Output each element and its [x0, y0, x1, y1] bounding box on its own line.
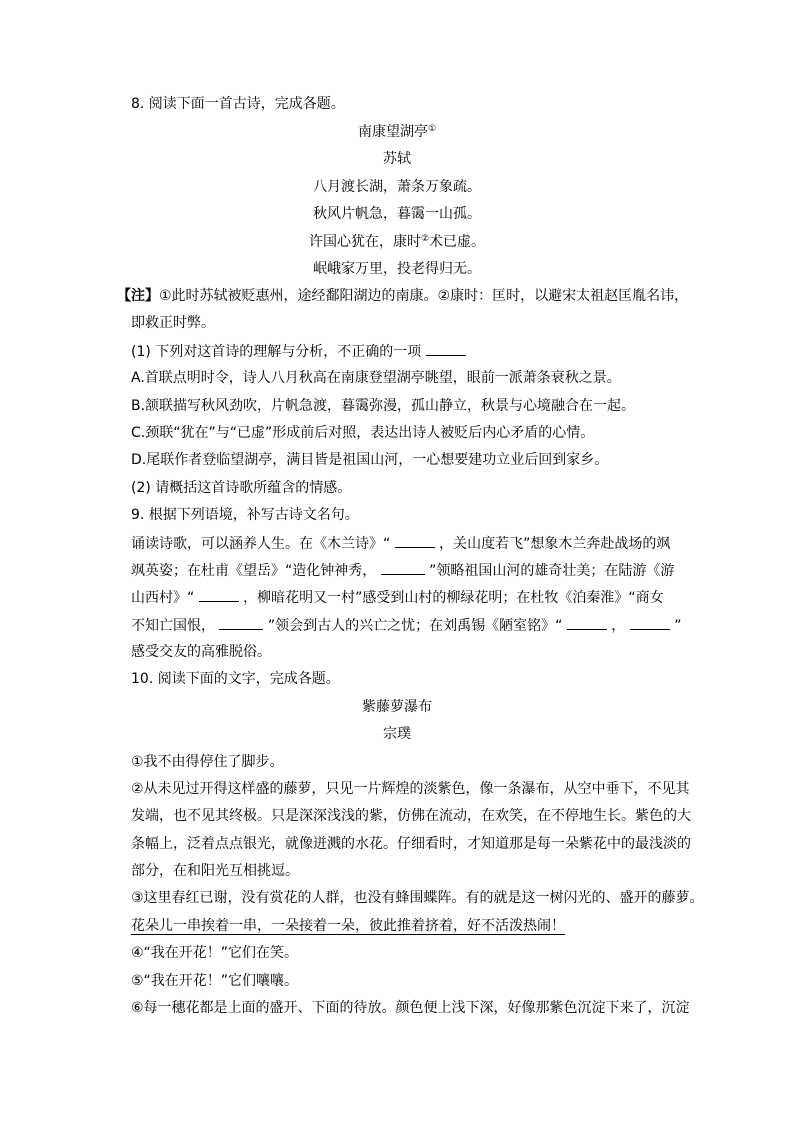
q9-blank-2[interactable]	[381, 560, 425, 575]
poem-title-text: 南康望湖亭	[357, 124, 428, 140]
q8-stem: 8. 阅读下面一首古诗，完成各题。	[131, 96, 345, 112]
q9-line-3	[131, 587, 664, 607]
paragraph-2-line-3: 条幅上，泛着点点银光，就像迸溅的水花。仔细看时，才知道那是每一朵紫花中的最浅淡的	[131, 836, 691, 852]
q9-blank-6[interactable]	[630, 615, 670, 630]
paragraph-1: ①我不由得停住了脚步。	[131, 754, 284, 770]
q9-l2-a: 飒英姿；在杜甫《望岳》“造化钟神秀，	[131, 563, 381, 579]
q8-sub1	[131, 341, 466, 361]
poem-note-cont: 即救正时弊。	[131, 315, 215, 331]
q8-option-a: A.首联点明时令，诗人八月秋高在南康登望湖亭眺望，眼前一派萧条衰秋之景。	[131, 370, 621, 386]
poem-title	[0, 122, 794, 142]
poem-line-3-a: 许国心犹在，康时	[308, 234, 421, 250]
q9-line-4	[131, 615, 681, 635]
paragraph-3-line-1: ③这里春红已谢，没有赏花的人群，也没有蜂围蝶阵。有的就是这一树闪光的、盛开的藤萝。	[131, 890, 704, 906]
poem-line-3-footnote-marker: ②	[420, 234, 430, 244]
paragraph-2-line-2: 发端，也不见其终极。只是深深浅浅的紫，仿佛在流动，在欢笑，在不停地生长。紫色的大	[131, 808, 691, 824]
q9-blank-3[interactable]	[199, 587, 239, 602]
poem-title-footnote-marker: ①	[427, 124, 437, 134]
q9-stem: 9. 根据下列语境，补写古诗文名句。	[131, 507, 359, 523]
q9-l4-b: ”领会到古人的兴亡之忧；在刘禹锡《陋室铭》“	[263, 618, 567, 634]
poem-line-1: 八月渡长湖，萧条万象疏。	[313, 179, 481, 195]
q9-l4-d: ”	[669, 618, 682, 634]
q9-l1-a: 诵读诗歌，可以涵养人生。在《木兰诗》“	[131, 536, 395, 552]
poem-line-4: 岷峨家万里，投老得归无。	[313, 261, 481, 277]
paragraph-3-line-2	[131, 916, 565, 936]
q9-line-1	[131, 533, 670, 553]
q8-option-b: B.颔联描写秋风劲吹，片帆急渡，暮霭弥漫，孤山静立，秋景与心境融合在一起。	[131, 398, 636, 414]
q9-l3-a: 山西村》“	[131, 590, 199, 606]
q10-stem: 10. 阅读下面的文字，完成各题。	[131, 671, 340, 687]
q8-sub2: (2) 请概括这首诗歌所蕴含的情感。	[131, 480, 352, 496]
q8-option-d: D.尾联作者登临望湖亭，满目皆是祖国山河，一心想要建功立业后回到家乡。	[131, 452, 609, 468]
paragraph-2-line-4: 部分，在和阳光互相挑逗。	[131, 863, 299, 879]
note-label: 【注】	[117, 288, 159, 304]
q9-line-5: 感受交友的高雅脱俗。	[131, 644, 271, 660]
poem-line-3-b: 术已虚。	[429, 234, 486, 250]
paragraph-6-line-1: ⑥每一穗花都是上面的盛开、下面的待放。颜色便上浅下深，好像那紫色沉淀下来了，沉淀	[131, 1000, 690, 1016]
q9-l2-b: ”领略祖国山河的雄奇壮美；在陆游《游	[424, 563, 675, 579]
poem-author: 苏轼	[383, 151, 411, 167]
q8-option-c: C.颈联“犹在”与“已虚”形成前后对照，表达出诗人被贬后内心矛盾的心情。	[131, 425, 595, 441]
article-title: 紫藤萝瀑布	[362, 699, 432, 715]
q9-l4-a: 不知亡国恨，	[131, 618, 220, 634]
q9-l3-b: ，柳暗花明又一村”感受到山村的柳绿花明；在杜牧《泊秦淮》“商女	[238, 590, 664, 606]
q9-l1-b: ，关山度若飞”想象木兰奔赴战场的飒	[434, 536, 671, 552]
poem-line-2: 秋风片帆急，暮霭一山孤。	[313, 206, 481, 222]
article-author: 宗璞	[383, 726, 411, 742]
q9-blank-1[interactable]	[395, 533, 435, 548]
paragraph-2-line-1: ②从未见过开得这样盛的藤萝，只见一片辉煌的淡紫色，像一条瀑布，从空中垂下，不见其	[131, 781, 690, 797]
note-text: ①此时苏轼被贬惠州，途经鄱阳湖边的南康。②康时：匡时，以避宋太祖赵匡胤名讳，	[159, 288, 689, 304]
q9-blank-5[interactable]	[567, 615, 607, 630]
paragraph-5: ⑤“我在开花！”它们嚷嚷。	[131, 973, 299, 989]
poem-note	[117, 286, 688, 306]
paragraph-4: ④“我在开花！”它们在笑。	[131, 945, 299, 961]
underlined-sentence: 花朵儿一串挨着一串，一朵接着一朵，彼此推着挤着，好不活泼热闹！	[131, 918, 565, 934]
q9-blank-4[interactable]	[219, 615, 263, 630]
q8-sub1-answer-blank[interactable]	[426, 341, 466, 356]
poem-line-3	[0, 232, 794, 252]
q9-line-2	[131, 560, 674, 580]
q9-l4-c: ，	[606, 618, 630, 634]
q8-sub1-text: (1) 下列对这首诗的理解与分析，不正确的一项	[131, 344, 426, 360]
